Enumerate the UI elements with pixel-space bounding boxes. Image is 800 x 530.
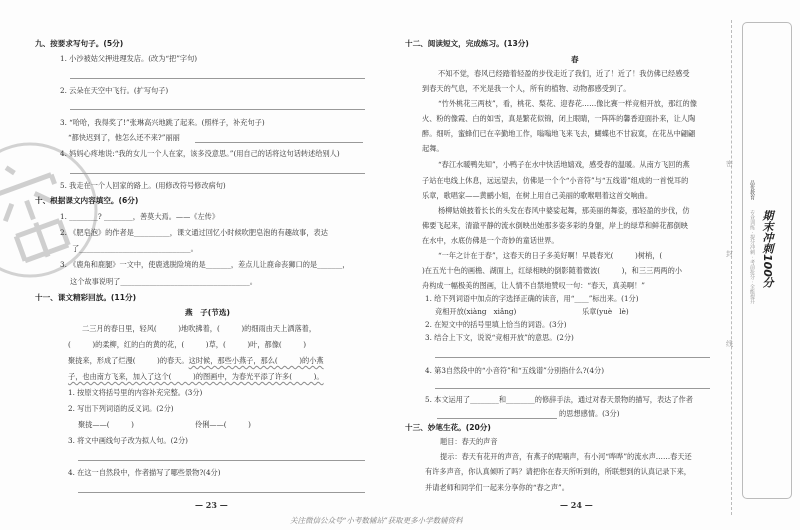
section-10-title: 十、根据课文内容填空。(6分) bbox=[35, 196, 139, 205]
underlined-sentence: 子，也由南方飞来，加入了这个( )的图画中，为春光平添了许多( )。 bbox=[68, 372, 324, 381]
question-text: “都快迟到了，他怎么还不来?”丽丽 bbox=[68, 133, 180, 142]
question-text: 5. 我走在一个人回家的路上。(用修改符号修改病句) bbox=[60, 181, 226, 190]
passage-line: 乐章，歌唱家——黄鹂小姐，在树上用自己美丽的歌喉唱着这首交响曲。 bbox=[422, 191, 653, 200]
question-text: 3. 《鹿角和鹿腿》一文中，使鹿逃脱险境的是_______，差点儿让鹿命丧狮口的是_______， bbox=[60, 260, 350, 269]
page-number: — 24 — bbox=[560, 500, 593, 510]
passage-line: 火、粉的像霞、白的如雪，真是繁花似锦，闭上眼睛，一阵阵的馨香迎面扑来，让人陶 bbox=[422, 114, 696, 123]
question-text: 3. 结合上下文，说说“竞相开放”的意思。(2分) bbox=[425, 333, 574, 342]
question-text: 4. 妈妈心疼地说:“我的女儿一个人在家，该多没意思。”(用自己的话将这句话转述给别人) bbox=[60, 149, 340, 158]
passage-line: 不知不觉，春风已经踏着轻盈的步伐走近了我们，近了！近了！我仿佛已经感受 bbox=[438, 69, 690, 78]
answer-line[interactable] bbox=[435, 388, 710, 389]
answer-line[interactable] bbox=[435, 357, 710, 358]
passage-line: 杨柳姑娘披着长长的头发在春风中婆娑起舞，那美丽的舞姿，那轻盈的步伐，仿 bbox=[438, 206, 690, 215]
question-text: 1. 按原文将括号里的内容补充完整。(3分) bbox=[68, 388, 203, 397]
passage-title: 春 bbox=[571, 55, 579, 64]
question-text: 3. 将文中画线句子改为拟人句。(2分) bbox=[68, 436, 188, 445]
answer-line[interactable] bbox=[195, 142, 363, 143]
brand-logo bbox=[749, 180, 782, 350]
passage-line: 醉。细听，蜜蜂们已在辛勤地工作，嗡嗡地飞来飞去，蝴蝶也不甘寂寞，在花丛中翩翩 bbox=[422, 129, 696, 138]
logo-slogan: 专业训练 · 提分冲刺 · 考前抢分 · 全能提升 bbox=[749, 210, 755, 305]
passage-title: 燕 子(节选) bbox=[185, 308, 230, 317]
answer-line[interactable] bbox=[78, 492, 365, 493]
passage-line: “一年之计在于春”，这春天的日子多美好啊！早晨春光( )树梢，( bbox=[438, 251, 663, 260]
antonym-item: 伶俐——( ) bbox=[195, 420, 251, 429]
underlined-sentence: 这时候，那些小燕子，那么( )的小燕 bbox=[188, 356, 324, 365]
question-text: 2. 写出下列词语的反义词。(2分) bbox=[68, 404, 174, 413]
passage-line: ( )的柔柳，红的白的黄的花，( )草，( )叶，都像( ) bbox=[68, 340, 307, 349]
question-text: 的思想感情。(3分) bbox=[559, 409, 620, 418]
answer-line[interactable] bbox=[70, 173, 365, 174]
question-text: 1. ________? ________，善莫大焉。——《左传》 bbox=[60, 212, 220, 221]
question-text: 1. 小沙被姑父押进理发店。(改为“把”字句) bbox=[60, 54, 198, 63]
passage-line: )在五光十色的画檐、湖面上，红绿相映的倒影随着微波( )，和三三两两的小 bbox=[422, 266, 682, 275]
passage-line bbox=[68, 355, 324, 366]
question-text: 3. “哈哈，我得奖了!”张琳高兴地跳了起来。(照样子，补充句子) bbox=[60, 118, 265, 127]
passage-line: 子站在电线上休息，远远望去，仿佛是一个个“小音符”与“五线谱”组成的一首悦耳的 bbox=[422, 176, 689, 185]
page-number: — 23 — bbox=[195, 500, 228, 510]
section-9-title: 九、按要求写句子。(5分) bbox=[35, 39, 124, 48]
passage-line: 舟构成一幅极美的图画，让人情不自禁地赞叹一句：“春天，真美啊！” bbox=[422, 281, 645, 290]
section-12-title: 十二、阅读短文，完成练习。(13分) bbox=[405, 39, 529, 48]
section-11-title: 十一、课文精彩回放。(11分) bbox=[35, 293, 137, 302]
passage-line: 二三月的春日里，轻风( )地吹拂着，( )的细雨由天上洒落着， bbox=[82, 324, 317, 333]
antonym-item: 聚拢——( ) bbox=[78, 420, 134, 429]
answer-line[interactable] bbox=[437, 418, 557, 419]
question-text: 了_______________________________。 bbox=[72, 244, 198, 253]
question-text: 2. 云朵在天空中飞行。(扩写句子) bbox=[60, 86, 169, 95]
pinyin-option: 竞相开放(xiàng xiǎng) bbox=[435, 307, 517, 316]
essay-hint: 提示：春天有花开的声音，有燕子的呢喃声，有小河“哗哗”的流水声……春天还 bbox=[440, 452, 692, 461]
seal-char: 线 bbox=[726, 340, 733, 348]
question-text: 这个故事说明了____________________________________。 bbox=[70, 277, 257, 286]
question-text: 4. 第3自然段中的“小音符”和“五线谱”分别指什么?(4分) bbox=[425, 366, 605, 375]
seal-char: 密 bbox=[726, 160, 733, 168]
question-text: 2. 《肥皂泡》的作者是__________，课文通过回忆小时候吹肥皂泡的有趣故事，表达 bbox=[60, 228, 328, 237]
question-text: 4. 在这一自然段中，作者描写了哪些景物?(4分) bbox=[68, 468, 221, 477]
passage-line: 佛要飞起来，清澈平静的流水倒映出她那多姿多彩的身躯，岸上的绿草和鲜花都倒映 bbox=[422, 221, 688, 230]
passage-line: “春江水暖鸭先知”，小鸭子在水中快活地嬉戏，感受春的温暖。从南方飞回的燕 bbox=[438, 160, 690, 169]
passage-line: 到春天的气息，不光是我一个人，所有的植物、动物都感受到了。 bbox=[422, 84, 631, 93]
answer-line[interactable] bbox=[70, 78, 365, 79]
answer-line[interactable] bbox=[70, 109, 365, 110]
question-text: 1. 给下列词语中加点的字选择正确的读音，用“____”标出来。(1分) bbox=[425, 294, 639, 303]
logo-title: 期末冲刺100分 bbox=[761, 210, 774, 288]
passage-line: “竹外桃花三两枝”，看，桃花、梨花、迎春花……像比赛一样竞相开放，那红的像 bbox=[438, 99, 697, 108]
question-text: 2. 在短文中的括号里填上恰当的词语。(3分) bbox=[425, 320, 567, 329]
pinyin-option: 乐章(yuè lè) bbox=[582, 307, 629, 316]
section-13-title: 十三、妙笔生花。(20分) bbox=[405, 423, 491, 432]
essay-hint: 有许多声音，你认真倾听了吗？请把你在春天所听到的，所联想到的认真记录下来， bbox=[425, 467, 691, 476]
passage-line: 起舞。 bbox=[422, 144, 444, 153]
seal-line bbox=[731, 20, 732, 515]
question-text: 5. 本文运用了________和________的修辞手法，通过对春天景物的描写，表达了作者 bbox=[425, 395, 693, 404]
footer-watermark: 关注微信公众号“小考数辅站”获取更多小学数辅资料 bbox=[290, 516, 463, 525]
essay-topic: 题目：春天的声音 bbox=[440, 437, 498, 446]
passage-line: 在水中，水底仿佛是一个奇妙的童话世界。 bbox=[422, 236, 559, 245]
essay-hint: 并请老师和同学们一起来分享你的“春之声”。 bbox=[425, 483, 569, 492]
answer-line[interactable] bbox=[78, 460, 365, 461]
passage-text: 聚拢来，形成了烂漫( )的春天。 bbox=[68, 356, 189, 365]
seal-char: 封 bbox=[726, 250, 733, 258]
brand-name: 品优教育 bbox=[749, 180, 755, 200]
